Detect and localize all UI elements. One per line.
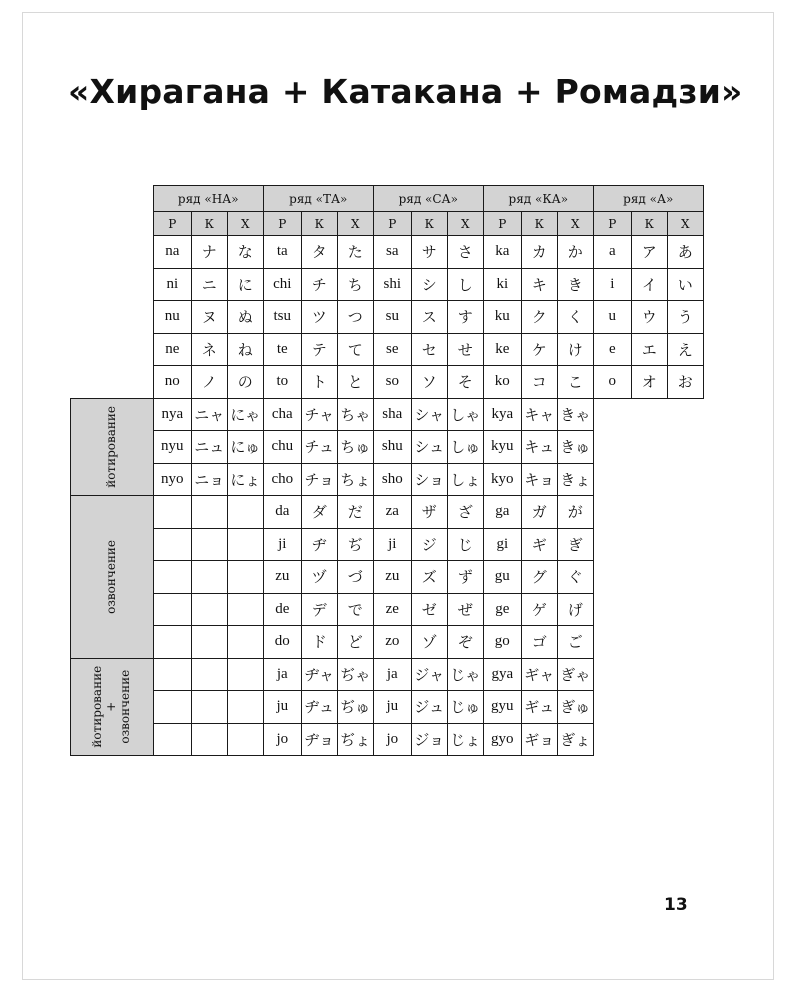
empty-area <box>593 398 703 496</box>
katakana-cell: ダ <box>301 496 337 529</box>
hiragana-cell: しょ <box>447 463 483 496</box>
hiragana-cell: ぞ <box>447 626 483 659</box>
hiragana-cell <box>227 691 263 724</box>
subheader-hiragana: Х <box>447 212 483 236</box>
subheader-romaji: Р <box>263 212 301 236</box>
romaji-cell: ju <box>373 691 411 724</box>
katakana-cell: ギュ <box>521 691 557 724</box>
hiragana-cell: な <box>227 236 263 269</box>
side-label-line: йотирование <box>90 665 105 748</box>
hiragana-cell: きゃ <box>557 398 593 431</box>
romaji-cell: nyo <box>153 463 191 496</box>
katakana-cell: ネ <box>191 333 227 366</box>
romaji-cell: ji <box>373 528 411 561</box>
romaji-cell: kya <box>483 398 521 431</box>
romaji-cell: nu <box>153 301 191 334</box>
romaji-cell: gya <box>483 658 521 691</box>
hiragana-cell: じょ <box>447 723 483 756</box>
katakana-cell: サ <box>411 236 447 269</box>
katakana-cell: ギョ <box>521 723 557 756</box>
group-header-ta: ряд «ТА» <box>263 186 373 212</box>
blank-side-cell <box>71 268 154 301</box>
katakana-cell: ジョ <box>411 723 447 756</box>
romaji-cell: ne <box>153 333 191 366</box>
table-row <box>71 658 704 691</box>
hiragana-cell: づ <box>337 561 373 594</box>
romaji-cell: se <box>373 333 411 366</box>
table-row <box>71 268 704 301</box>
katakana-cell: ゼ <box>411 593 447 626</box>
side-label-yotization-text <box>105 406 119 488</box>
katakana-cell: ズ <box>411 561 447 594</box>
katakana-cell: ガ <box>521 496 557 529</box>
subheader-katakana: К <box>631 212 667 236</box>
hiragana-cell: ぢょ <box>337 723 373 756</box>
romaji-cell <box>153 723 191 756</box>
romaji-cell: ge <box>483 593 521 626</box>
hiragana-cell: じ <box>447 528 483 561</box>
romaji-cell: nya <box>153 398 191 431</box>
subheader-katakana: К <box>411 212 447 236</box>
side-label-line: + <box>103 701 118 712</box>
katakana-cell <box>191 691 227 724</box>
romaji-cell: ju <box>263 691 301 724</box>
blank-side-cell <box>71 236 154 269</box>
hiragana-cell: あ <box>667 236 703 269</box>
katakana-cell: ニャ <box>191 398 227 431</box>
katakana-cell: ニュ <box>191 431 227 464</box>
romaji-cell: jo <box>263 723 301 756</box>
katakana-cell: ヅ <box>301 561 337 594</box>
table-row <box>71 301 704 334</box>
hiragana-cell: ぎゃ <box>557 658 593 691</box>
hiragana-cell: せ <box>447 333 483 366</box>
hiragana-cell: げ <box>557 593 593 626</box>
katakana-cell: オ <box>631 366 667 399</box>
page-title: «Хирагана + Катакана + Ромадзи» <box>68 72 743 111</box>
romaji-cell: sha <box>373 398 411 431</box>
katakana-cell: キャ <box>521 398 557 431</box>
katakana-cell: ク <box>521 301 557 334</box>
romaji-cell <box>153 528 191 561</box>
katakana-cell: ソ <box>411 366 447 399</box>
group-header-row <box>71 186 704 212</box>
katakana-cell: キ <box>521 268 557 301</box>
katakana-cell: ニョ <box>191 463 227 496</box>
romaji-cell: tsu <box>263 301 301 334</box>
katakana-cell: ザ <box>411 496 447 529</box>
romaji-cell: ta <box>263 236 301 269</box>
subheader-hiragana: Х <box>337 212 373 236</box>
hiragana-cell <box>227 496 263 529</box>
katakana-cell: タ <box>301 236 337 269</box>
katakana-cell: シ <box>411 268 447 301</box>
side-label-voicing <box>71 496 154 659</box>
romaji-cell: so <box>373 366 411 399</box>
hiragana-cell: い <box>667 268 703 301</box>
group-header-a: ряд «А» <box>593 186 703 212</box>
katakana-cell: ヌ <box>191 301 227 334</box>
romaji-cell: sho <box>373 463 411 496</box>
hiragana-cell: え <box>667 333 703 366</box>
romaji-cell: ko <box>483 366 521 399</box>
katakana-cell: ケ <box>521 333 557 366</box>
romaji-cell: jo <box>373 723 411 756</box>
katakana-cell <box>191 626 227 659</box>
subheader-hiragana: Х <box>667 212 703 236</box>
hiragana-cell: ざ <box>447 496 483 529</box>
table-row <box>71 398 704 431</box>
kana-table <box>70 185 704 756</box>
katakana-cell: ヂ <box>301 528 337 561</box>
katakana-cell: ギ <box>521 528 557 561</box>
katakana-cell <box>191 496 227 529</box>
katakana-cell: シュ <box>411 431 447 464</box>
table-row <box>71 496 704 529</box>
romaji-cell: zu <box>263 561 301 594</box>
group-header-ka: ряд «КА» <box>483 186 593 212</box>
katakana-cell: ジュ <box>411 691 447 724</box>
hiragana-cell: ぢ <box>337 528 373 561</box>
romaji-cell: ka <box>483 236 521 269</box>
katakana-cell: ド <box>301 626 337 659</box>
group-header-na: ряд «НА» <box>153 186 263 212</box>
hiragana-cell: ぬ <box>227 301 263 334</box>
katakana-cell: ゾ <box>411 626 447 659</box>
romaji-cell: no <box>153 366 191 399</box>
side-label-yotization <box>71 398 154 496</box>
katakana-cell: シャ <box>411 398 447 431</box>
hiragana-cell: ぎ <box>557 528 593 561</box>
side-label-voicing-text <box>105 540 119 614</box>
hiragana-cell: ちゃ <box>337 398 373 431</box>
hiragana-cell: ぢゃ <box>337 658 373 691</box>
hiragana-cell: そ <box>447 366 483 399</box>
romaji-cell: de <box>263 593 301 626</box>
katakana-cell <box>191 593 227 626</box>
katakana-cell: ヂョ <box>301 723 337 756</box>
hiragana-cell <box>227 561 263 594</box>
romaji-cell: a <box>593 236 631 269</box>
katakana-cell: チュ <box>301 431 337 464</box>
romaji-cell: gi <box>483 528 521 561</box>
side-label-line: озвончение <box>103 540 118 615</box>
subheader-katakana: К <box>301 212 337 236</box>
blank-side-cell <box>71 301 154 334</box>
subheader-katakana: К <box>521 212 557 236</box>
katakana-cell: ゲ <box>521 593 557 626</box>
hiragana-cell: ちょ <box>337 463 373 496</box>
katakana-cell: チョ <box>301 463 337 496</box>
subheader-romaji: Р <box>593 212 631 236</box>
hiragana-cell: ず <box>447 561 483 594</box>
romaji-cell: do <box>263 626 301 659</box>
hiragana-cell: の <box>227 366 263 399</box>
hiragana-cell: じゃ <box>447 658 483 691</box>
romaji-cell: kyo <box>483 463 521 496</box>
hiragana-cell: ど <box>337 626 373 659</box>
romaji-cell: chu <box>263 431 301 464</box>
hiragana-cell: が <box>557 496 593 529</box>
katakana-cell: グ <box>521 561 557 594</box>
hiragana-cell <box>227 626 263 659</box>
romaji-cell: u <box>593 301 631 334</box>
subheader-romaji: Р <box>483 212 521 236</box>
romaji-cell: gyu <box>483 691 521 724</box>
romaji-cell: ga <box>483 496 521 529</box>
hiragana-cell: ぎゅ <box>557 691 593 724</box>
romaji-cell: nyu <box>153 431 191 464</box>
katakana-cell: ト <box>301 366 337 399</box>
hiragana-cell: だ <box>337 496 373 529</box>
hiragana-cell: に <box>227 268 263 301</box>
hiragana-cell: にゅ <box>227 431 263 464</box>
katakana-cell: キュ <box>521 431 557 464</box>
katakana-cell: ス <box>411 301 447 334</box>
subheader-row <box>71 212 704 236</box>
romaji-cell: te <box>263 333 301 366</box>
katakana-cell: キョ <box>521 463 557 496</box>
romaji-cell <box>153 593 191 626</box>
romaji-cell: ji <box>263 528 301 561</box>
katakana-cell <box>191 528 227 561</box>
katakana-cell: ヂャ <box>301 658 337 691</box>
hiragana-cell: た <box>337 236 373 269</box>
romaji-cell: zu <box>373 561 411 594</box>
empty-area <box>593 658 703 756</box>
katakana-cell: イ <box>631 268 667 301</box>
hiragana-cell: きょ <box>557 463 593 496</box>
romaji-cell <box>153 496 191 529</box>
katakana-cell: ノ <box>191 366 227 399</box>
hiragana-cell: で <box>337 593 373 626</box>
katakana-cell: コ <box>521 366 557 399</box>
hiragana-cell: ぎょ <box>557 723 593 756</box>
romaji-cell: cho <box>263 463 301 496</box>
katakana-cell: ジャ <box>411 658 447 691</box>
romaji-cell: gyo <box>483 723 521 756</box>
romaji-cell <box>153 561 191 594</box>
romaji-cell: ni <box>153 268 191 301</box>
katakana-cell: ギャ <box>521 658 557 691</box>
page-number: 13 <box>664 895 688 915</box>
romaji-cell: go <box>483 626 521 659</box>
subheader-hiragana: Х <box>227 212 263 236</box>
romaji-cell: ki <box>483 268 521 301</box>
katakana-cell: ウ <box>631 301 667 334</box>
romaji-cell <box>153 658 191 691</box>
hiragana-cell: か <box>557 236 593 269</box>
empty-area <box>593 496 703 659</box>
romaji-cell <box>153 626 191 659</box>
hiragana-cell <box>227 723 263 756</box>
katakana-cell <box>191 658 227 691</box>
hiragana-cell: さ <box>447 236 483 269</box>
subheader-romaji: Р <box>153 212 191 236</box>
romaji-cell: sa <box>373 236 411 269</box>
hiragana-cell: う <box>667 301 703 334</box>
side-label-combined <box>71 658 154 756</box>
romaji-cell <box>153 691 191 724</box>
hiragana-cell <box>227 658 263 691</box>
romaji-cell: i <box>593 268 631 301</box>
romaji-cell: za <box>373 496 411 529</box>
romaji-cell: na <box>153 236 191 269</box>
romaji-cell: ja <box>373 658 411 691</box>
side-label-combined-text <box>91 666 132 748</box>
table-row <box>71 366 704 399</box>
katakana-cell: ニ <box>191 268 227 301</box>
blank-side-cell <box>71 366 154 399</box>
romaji-cell: cha <box>263 398 301 431</box>
katakana-cell: ナ <box>191 236 227 269</box>
katakana-cell: ゴ <box>521 626 557 659</box>
hiragana-cell: く <box>557 301 593 334</box>
romaji-cell: shi <box>373 268 411 301</box>
group-header-sa: ряд «СА» <box>373 186 483 212</box>
romaji-cell: chi <box>263 268 301 301</box>
katakana-cell: ジ <box>411 528 447 561</box>
side-label-line: озвончение <box>117 669 132 744</box>
katakana-cell: ヂュ <box>301 691 337 724</box>
romaji-cell: shu <box>373 431 411 464</box>
romaji-cell: to <box>263 366 301 399</box>
katakana-cell: ショ <box>411 463 447 496</box>
table-row <box>71 333 704 366</box>
hiragana-cell: にゃ <box>227 398 263 431</box>
katakana-cell: チャ <box>301 398 337 431</box>
hiragana-cell: ぐ <box>557 561 593 594</box>
hiragana-cell: ち <box>337 268 373 301</box>
hiragana-cell: つ <box>337 301 373 334</box>
hiragana-cell: お <box>667 366 703 399</box>
subheader-romaji: Р <box>373 212 411 236</box>
romaji-cell: kyu <box>483 431 521 464</box>
hiragana-cell <box>227 593 263 626</box>
hiragana-cell: き <box>557 268 593 301</box>
romaji-cell: su <box>373 301 411 334</box>
hiragana-cell: ちゅ <box>337 431 373 464</box>
hiragana-cell: きゅ <box>557 431 593 464</box>
hiragana-cell: て <box>337 333 373 366</box>
subheader-hiragana: Х <box>557 212 593 236</box>
hiragana-cell: と <box>337 366 373 399</box>
romaji-cell: ja <box>263 658 301 691</box>
hiragana-cell: にょ <box>227 463 263 496</box>
hiragana-cell: こ <box>557 366 593 399</box>
hiragana-cell: ご <box>557 626 593 659</box>
katakana-cell: エ <box>631 333 667 366</box>
hiragana-cell: す <box>447 301 483 334</box>
katakana-cell: チ <box>301 268 337 301</box>
table-row <box>71 236 704 269</box>
romaji-cell: da <box>263 496 301 529</box>
katakana-cell: デ <box>301 593 337 626</box>
hiragana-cell: け <box>557 333 593 366</box>
blank-side-cell <box>71 333 154 366</box>
hiragana-cell: ぢゅ <box>337 691 373 724</box>
hiragana-cell: しゃ <box>447 398 483 431</box>
kana-table-body <box>71 236 704 756</box>
romaji-cell: gu <box>483 561 521 594</box>
katakana-cell: セ <box>411 333 447 366</box>
katakana-cell: ア <box>631 236 667 269</box>
romaji-cell: e <box>593 333 631 366</box>
romaji-cell: ze <box>373 593 411 626</box>
romaji-cell: zo <box>373 626 411 659</box>
hiragana-cell: しゅ <box>447 431 483 464</box>
subheader-katakana: К <box>191 212 227 236</box>
hiragana-cell <box>227 528 263 561</box>
katakana-cell <box>191 561 227 594</box>
katakana-cell: テ <box>301 333 337 366</box>
romaji-cell: ku <box>483 301 521 334</box>
hiragana-cell: じゅ <box>447 691 483 724</box>
katakana-cell: カ <box>521 236 557 269</box>
hiragana-cell: し <box>447 268 483 301</box>
romaji-cell: ke <box>483 333 521 366</box>
side-label-line: йотирование <box>103 406 118 489</box>
hiragana-cell: ぜ <box>447 593 483 626</box>
katakana-cell: ツ <box>301 301 337 334</box>
corner-blank <box>71 186 154 236</box>
hiragana-cell: ね <box>227 333 263 366</box>
romaji-cell: o <box>593 366 631 399</box>
katakana-cell <box>191 723 227 756</box>
